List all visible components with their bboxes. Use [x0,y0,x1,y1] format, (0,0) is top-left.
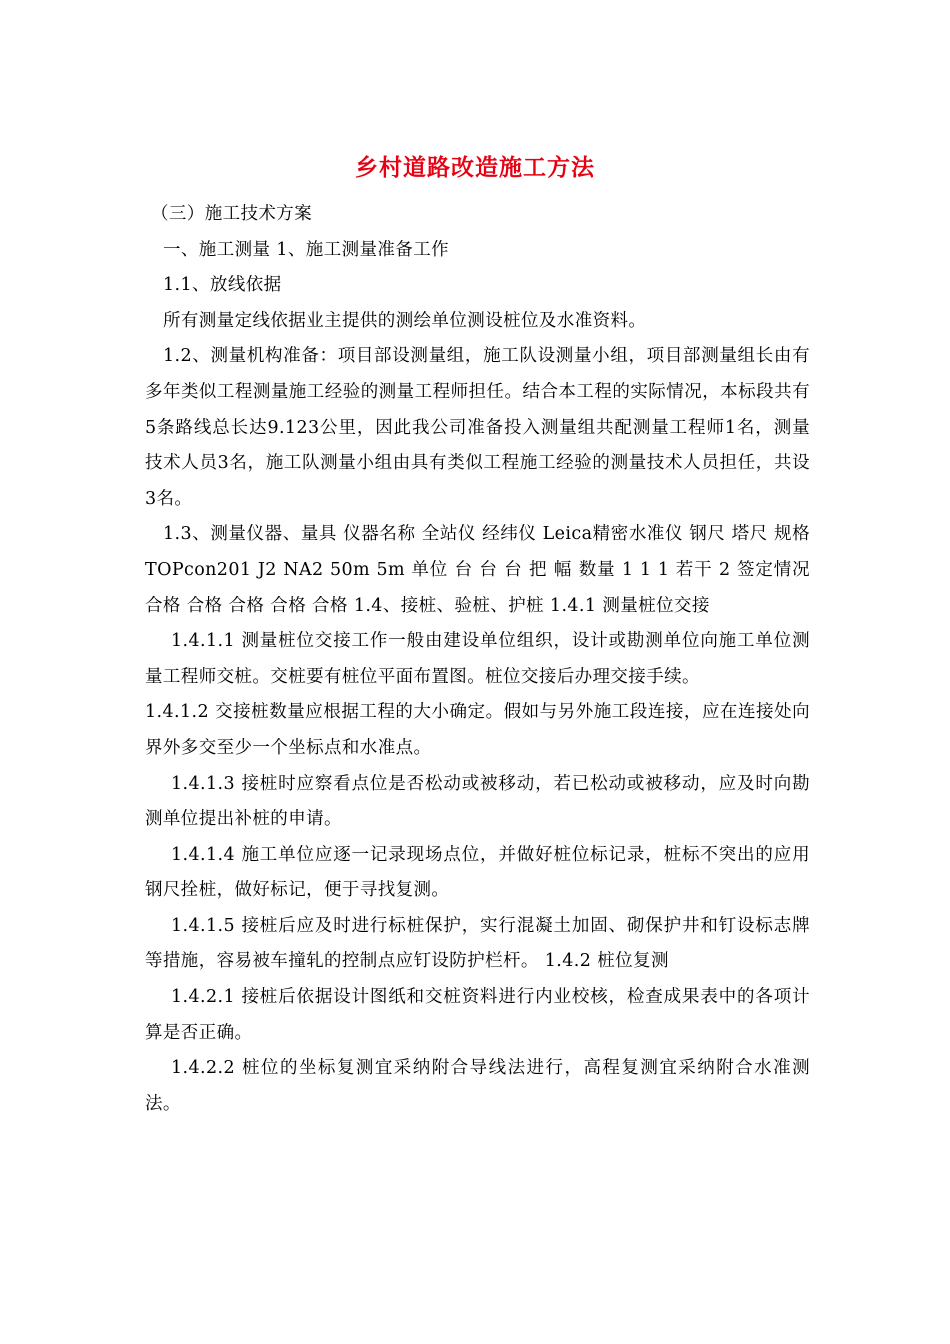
paragraph: 所有测量定线依据业主提供的测绘单位测设桩位及水准资料。 [163,310,647,331]
section-heading: （三）施工技术方案 [151,204,313,224]
paragraph: 1.4.1.5 接桩后应及时进行标桩保护，实行混凝土加固、砌保护井和钉设标志牌等措施，容易被车撞轧的控制点应钉设防护栏杆。 1.4.2 桩位复测 [145,915,810,972]
document-body [145,197,810,1122]
paragraph: 1.3、测量仪器、量具 仪器名称 全站仪 经纬仪 Leica精密水准仪 钢尺 塔尺 规格 TOPcon201 J2 NA2 50m 5m 单位 台 台 台 把 幅 数量 1 1 1 若干 2 签定情况 合格 合格 合格 合格 合格 1.4、接桩、验桩、护桩 1.4.1 测量桩位交接 [145,524,810,616]
paragraph: 1.4.1.2 交接桩数量应根据工程的大小确定。假如与另外施工段连接，应在连接处向界外多交至少一个坐标点和水准点。 [145,702,810,758]
paragraph: 1.4.2.1 接桩后依据设计图纸和交桩资料进行内业校核，检查成果表中的各项计算是否正确。 [145,987,810,1043]
document-title: 乡村道路改造施工方法 [355,155,595,181]
subsection-heading: 一、施工测量 1、施工测量准备工作 [163,239,449,260]
paragraph: 1.4.1.4 施工单位应逐一记录现场点位，并做好桩位标记录，桩标不突出的应用钢尺拴桩，做好标记，便于寻找复测。 [145,844,810,901]
paragraph: 1.2、测量机构准备：项目部设测量组，施工队设测量小组，项目部测量组长由有多年类似工程测量施工经验的测量工程师担任。结合本工程的实际情况，本标段共有5条路线总长达9.123公里，因此我公司准备投入测量组共配测量工程师1名，测量技术人员3名，施工队测量小组由具有类似工程施工经验的测量技术人员担任，共设3名。 [145,346,810,509]
paragraph: 1.4.2.2 桩位的坐标复测宜采纳附合导线法进行，高程复测宜采纳附合水准测法。 [145,1058,810,1114]
paragraph: 1.4.1.3 接桩时应察看点位是否松动或被移动，若已松动或被移动，应及时向勘测单位提出补桩的申请。 [145,773,810,830]
item-heading: 1.1、放线依据 [163,275,282,296]
paragraph: 1.4.1.1 测量桩位交接工作一般由建设单位组织，设计或勘测单位向施工单位测量工程师交桩。交桩要有桩位平面布置图。桩位交接后办理交接手续。 [145,631,810,687]
